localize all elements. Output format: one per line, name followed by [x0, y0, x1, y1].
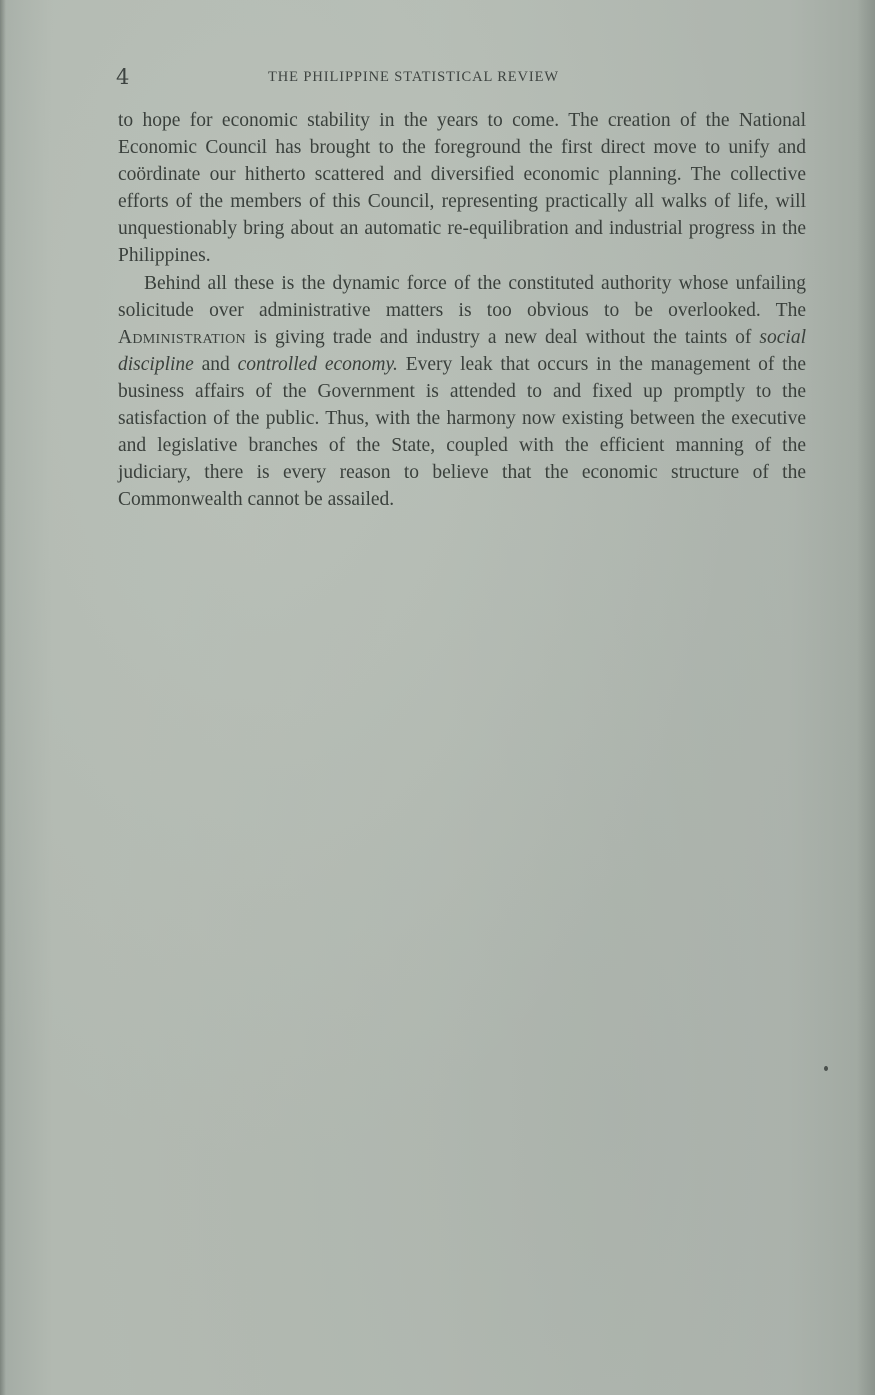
paragraph-2-text-2: is giving trade and industry a new deal without the taints of: [245, 326, 760, 348]
administration-smallcaps: Administration: [118, 326, 246, 348]
journal-title: THE PHILIPPINE STATISTICAL REVIEW: [268, 69, 559, 85]
paragraph-2-text-1: Behind all these is the dynamic force of the constituted authority whose unfailing solicitude over administrative matters is too obvious to be overlooked. The: [118, 272, 806, 321]
page-left-edge-shadow: [0, 0, 6, 1395]
paragraph-2-text-3: and: [193, 353, 238, 375]
page-number: 4: [116, 65, 130, 89]
paragraph-2-text-4: Every leak that occurs in the management of the business affairs of the Government is attended to and fixed up promptly to the satisfaction of the public. Thus, with the harmony now existing between the executive and legislative branches of the State, coupled with the efficient manning of the judiciary, there is every reason to believe that the economic structure of the Commonwealth cannot be assailed.: [118, 353, 806, 511]
body-text: [118, 107, 806, 513]
paragraph-2: [118, 270, 806, 514]
paper-speck: [824, 1066, 828, 1071]
running-head: [116, 62, 808, 92]
paragraph-1: to hope for economic stability in the years to come. The creation of the National Economic Council has brought to the foreground the first direct move to unify and coördinate our hitherto scattered and diversified economic planning. The collective efforts of the members of this Council, representing practically all walks of life, will unquestionably bring about an automatic re-equilibration and industrial progress in the Philippines.: [118, 110, 806, 267]
page-right-edge-shadow: [857, 0, 875, 1395]
controlled-economy-italic: controlled economy.: [237, 353, 398, 375]
social-discipline-italic: social discipline: [118, 326, 806, 375]
